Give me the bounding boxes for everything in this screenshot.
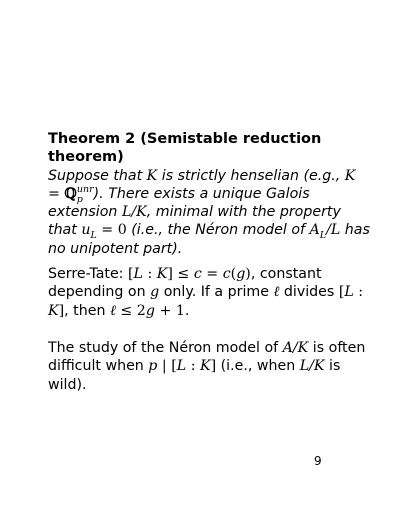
serre-tate-text: . xyxy=(184,302,190,319)
math-Qp-unr: ℚ$_p^{unr}$ xyxy=(64,184,94,205)
theorem-text: is strictly henselian (e.g., xyxy=(157,167,345,184)
math-ell: ℓ xyxy=(273,284,280,301)
page-number: 9 xyxy=(314,454,322,468)
serre-tate-text: only. If a prime xyxy=(159,284,274,301)
math-A-over-K: A/K xyxy=(282,340,309,356)
theorem-block xyxy=(48,130,370,258)
math-K: K xyxy=(344,167,356,184)
math-L-over-K: L/K xyxy=(121,204,147,221)
neron-text: is often difficult when xyxy=(48,340,366,375)
math-degree-bound: [L : K] ≤ c = c(g) xyxy=(127,266,251,282)
math-g: g xyxy=(150,284,160,301)
theorem-text: , minimal with the property that xyxy=(48,204,341,239)
math-K: K xyxy=(146,167,158,184)
theorem-heading: Theorem 2 (Semistable reduction theorem) xyxy=(48,131,322,166)
math-equals: = xyxy=(48,185,60,202)
neron-text: (i.e., when xyxy=(216,358,300,375)
math-uL-equals-0: $u_L = 0$ xyxy=(81,222,127,242)
theorem-text: ). There exists a unique Galois extension xyxy=(48,185,310,221)
neron-text: The study of the Néron model of xyxy=(48,340,283,356)
theorem-text: (i.e., the Néron model of xyxy=(126,222,310,239)
theorem-statement xyxy=(48,167,370,258)
math-L-colon-K: [L : K] xyxy=(48,284,364,319)
math-L-over-K: L/K xyxy=(299,358,325,375)
serre-tate-text: Serre-Tate: xyxy=(48,266,128,282)
serre-tate-text: , constant depending on xyxy=(48,266,322,301)
serre-tate-text: , then xyxy=(64,302,110,319)
neron-text: is wild). xyxy=(48,358,341,393)
serre-tate-text: divides xyxy=(279,284,339,301)
theorem-text: has no unipotent part). xyxy=(48,222,370,257)
theorem-text: Suppose that xyxy=(48,167,147,184)
math-p-divides-degree: p | [L : K] xyxy=(148,358,217,375)
math-AL-over-L: $A_L/L$ xyxy=(309,222,341,242)
neron-paragraph xyxy=(48,339,370,394)
math-ell-bound: ℓ ≤ 2g + 1 xyxy=(109,302,185,319)
serre-tate-paragraph xyxy=(48,265,370,320)
